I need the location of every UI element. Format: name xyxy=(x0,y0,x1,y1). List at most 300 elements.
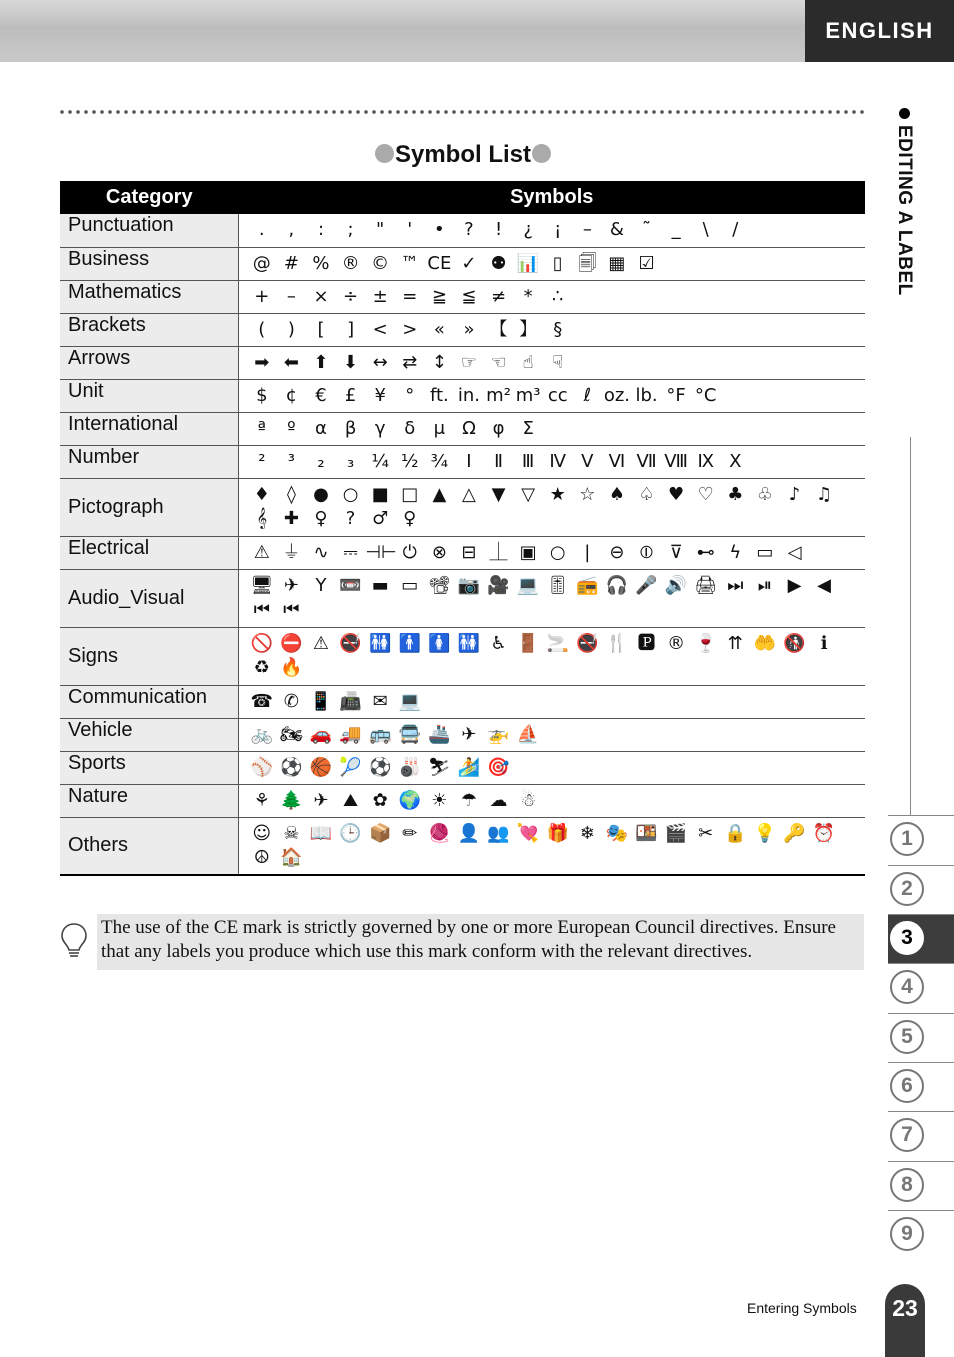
symbol-glyph[interactable]: ♂ xyxy=(372,508,389,529)
symbol-glyph[interactable]: ' xyxy=(407,219,413,241)
symbol-glyph[interactable]: 📷 xyxy=(457,575,481,596)
symbols-cell xyxy=(239,817,866,875)
symbol-glyph[interactable]: ♀ xyxy=(403,508,417,529)
symbol-glyph[interactable]: ⚾ xyxy=(250,756,273,778)
symbol-glyph[interactable]: ▦ xyxy=(608,252,626,274)
symbol-glyph[interactable]: ○ xyxy=(549,541,566,563)
symbol-glyph[interactable]: ⚠ xyxy=(253,541,270,563)
symbol-glyph[interactable]: 📖 xyxy=(309,822,333,844)
symbol-glyph[interactable]: ▯ xyxy=(552,252,563,274)
symbol-glyph[interactable]: > xyxy=(402,318,418,340)
symbol-glyph[interactable]: ½ xyxy=(401,450,419,472)
table-row xyxy=(60,536,865,569)
symbol-glyph[interactable]: Ⅰ xyxy=(466,450,472,472)
symbol-glyph[interactable]: ✆ xyxy=(283,690,299,712)
symbol-glyph[interactable]: 💻 xyxy=(516,575,540,596)
symbol-glyph[interactable]: ● xyxy=(313,484,329,505)
symbol-glyph[interactable]: 🍱 xyxy=(635,822,658,844)
symbol-glyph[interactable]: 🎁 xyxy=(546,822,569,844)
symbol-glyph[interactable]: ♤ xyxy=(638,484,655,505)
symbol-glyph[interactable]: Ⅲ xyxy=(521,450,535,472)
section-heading: Symbol List xyxy=(60,141,866,169)
symbol-glyph[interactable]: ↕ xyxy=(431,351,447,373)
symbol-glyph[interactable]: ¿ xyxy=(523,219,533,241)
symbol-glyph[interactable]: 🚭 xyxy=(339,633,362,654)
table-row xyxy=(60,412,865,445)
symbol-glyph[interactable]: ® xyxy=(667,633,686,654)
chapter-tab-2[interactable] xyxy=(888,865,954,915)
symbol-glyph[interactable]: 📠 xyxy=(339,690,362,712)
symbol-glyph[interactable]: ▶ xyxy=(787,575,802,596)
symbol-glyph[interactable]: ℹ xyxy=(820,633,828,654)
symbol-glyph[interactable]: ⬇ xyxy=(343,351,359,373)
symbol-glyph[interactable]: ✿ xyxy=(372,789,388,811)
symbol-glyph[interactable]: £ xyxy=(344,384,357,406)
symbol-glyph[interactable]: △ xyxy=(462,484,476,505)
symbol-glyph[interactable]: ⏮ xyxy=(283,599,300,620)
symbol-glyph[interactable]: ♣ xyxy=(727,484,744,505)
symbol-glyph[interactable]: Σ xyxy=(522,417,534,439)
chapter-number: 2 xyxy=(890,872,924,906)
symbol-glyph[interactable]: ≠ xyxy=(491,285,507,307)
symbol-glyph[interactable]: 🚚 xyxy=(339,723,362,745)
symbol-glyph[interactable]: ⇄ xyxy=(402,351,418,373)
symbol-glyph[interactable]: ˜ xyxy=(642,219,652,241)
symbol-glyph[interactable]: ⏊ xyxy=(489,541,508,563)
symbol-glyph[interactable]: Ⅸ xyxy=(697,450,714,472)
symbol-glyph[interactable]: Ⅷ xyxy=(664,450,688,472)
symbol-glyph[interactable]: °C xyxy=(694,384,717,406)
symbol-glyph[interactable]: ♧ xyxy=(756,484,773,505)
symbol-glyph[interactable]: ⏰ xyxy=(812,822,836,844)
symbol-glyph[interactable]: Ω xyxy=(462,417,476,439)
chapter-tab-3[interactable] xyxy=(888,914,954,964)
symbol-glyph[interactable]: ▭ xyxy=(401,575,419,596)
page-number: 23 xyxy=(885,1284,925,1357)
category-cell: Others xyxy=(60,817,239,875)
symbol-glyph[interactable]: 🎚 xyxy=(546,575,570,596)
table-row xyxy=(60,718,865,751)
symbol-glyph[interactable]: 【 xyxy=(489,318,508,340)
symbol-glyph[interactable]: 🌲 xyxy=(280,789,303,811)
symbol-glyph[interactable]: ³ xyxy=(287,450,295,472)
category-cell: Sports xyxy=(60,751,239,784)
table-row xyxy=(60,379,865,412)
symbol-glyph[interactable]: \ xyxy=(702,219,709,241)
symbol-glyph[interactable]: « xyxy=(433,318,445,340)
symbol-glyph[interactable]: 🎯 xyxy=(487,756,510,778)
symbols-cell xyxy=(239,536,866,569)
symbol-glyph[interactable]: m² xyxy=(486,384,511,406)
symbol-glyph[interactable]: 📽 xyxy=(427,575,451,596)
symbol-glyph[interactable]: ) xyxy=(287,318,295,340)
symbol-glyph[interactable]: ✂ xyxy=(698,822,714,844)
symbols-cell xyxy=(239,569,866,627)
symbol-glyph[interactable]: in. xyxy=(457,384,481,406)
symbol-glyph[interactable]: 🚫 xyxy=(250,633,273,654)
symbol-glyph[interactable]: 🖥 xyxy=(250,575,274,596)
table-row xyxy=(60,784,865,817)
symbol-glyph[interactable]: 🔊 xyxy=(664,575,688,596)
symbol-glyph[interactable]: ♻ xyxy=(253,657,270,678)
symbol-glyph[interactable]: 🚢 xyxy=(428,723,451,745)
symbol-glyph[interactable]: ⚘ xyxy=(253,789,270,811)
symbol-glyph[interactable]: ¼ xyxy=(371,450,389,472)
table-row xyxy=(60,346,865,379)
symbol-glyph[interactable]: 🏀 xyxy=(309,756,333,778)
symbol-glyph[interactable]: 📼 xyxy=(339,575,362,596)
category-cell: Business xyxy=(60,247,239,280)
symbol-glyph[interactable]: ! xyxy=(494,219,503,241)
symbol-glyph[interactable]: μ xyxy=(433,417,446,439)
symbol-glyph[interactable]: ⊣⊢ xyxy=(365,541,397,563)
symbol-glyph[interactable]: α xyxy=(315,417,327,439)
symbol-glyph[interactable]: ☑ xyxy=(638,252,655,274)
symbol-glyph[interactable]: ○ xyxy=(342,484,359,505)
symbol-glyph[interactable]: ✈ xyxy=(283,575,299,596)
symbol-glyph[interactable]: ♿ xyxy=(490,633,507,654)
symbol-glyph[interactable]: ☁ xyxy=(489,789,508,811)
chapter-number: 6 xyxy=(890,1069,924,1103)
symbol-glyph[interactable]: & xyxy=(609,219,624,241)
language-label: ENGLISH xyxy=(805,0,954,62)
symbol-glyph[interactable]: + xyxy=(254,285,270,307)
symbol-glyph[interactable]: ⚽ xyxy=(368,756,392,778)
symbol-glyph[interactable]: ¾ xyxy=(430,450,449,472)
symbol-glyph[interactable]: ⦶ xyxy=(639,541,654,563)
symbol-glyph[interactable]: ⎓ xyxy=(343,541,358,563)
category-cell: Number xyxy=(60,445,239,478)
chapter-tab-9[interactable] xyxy=(888,1210,954,1260)
symbol-glyph[interactable]: cc xyxy=(547,384,568,406)
symbol-glyph[interactable]: ★ xyxy=(549,484,566,505)
symbol-glyph[interactable]: ■ xyxy=(371,484,389,505)
symbol-glyph[interactable]: ± xyxy=(372,285,388,307)
symbol-glyph[interactable]: ⊽ xyxy=(669,541,683,563)
symbol-glyph[interactable]: – xyxy=(582,219,592,241)
symbol-glyph[interactable]: 】 xyxy=(519,318,538,340)
symbol-glyph[interactable]: ☮ xyxy=(253,846,270,868)
symbol-glyph[interactable]: ⛰ xyxy=(343,789,359,811)
symbol-glyph[interactable]: < xyxy=(372,318,388,340)
symbol-glyph[interactable]: 🕒 xyxy=(339,822,362,844)
symbol-glyph[interactable]: ⇈ xyxy=(727,633,743,654)
symbol-glyph[interactable]: 🏍 xyxy=(279,723,303,745)
symbol-glyph[interactable]: CE xyxy=(427,252,452,274)
symbol-glyph[interactable]: ⛵ xyxy=(516,723,540,745)
symbol-glyph[interactable]: ℓ xyxy=(583,384,592,406)
symbol-glyph[interactable]: . xyxy=(258,219,265,241)
symbol-glyph[interactable]: ⏯ xyxy=(757,575,773,596)
symbol-glyph[interactable]: 📱 xyxy=(309,690,333,712)
symbol-glyph[interactable]: 🚁 xyxy=(487,723,510,745)
symbol-glyph[interactable]: ₂ xyxy=(317,450,325,472)
symbol-glyph[interactable]: Ⅹ xyxy=(729,450,742,472)
symbol-glyph[interactable]: » xyxy=(463,318,475,340)
symbol-glyph[interactable]: ⊷ xyxy=(696,541,715,563)
symbol-glyph[interactable]: ? xyxy=(345,508,356,529)
symbol-glyph[interactable]: ft. xyxy=(429,384,449,406)
symbol-glyph[interactable]: 👥 xyxy=(487,822,510,844)
symbol-glyph[interactable]: φ xyxy=(492,417,505,439)
symbols-cell xyxy=(239,685,866,718)
category-cell: Audio_Visual xyxy=(60,569,239,627)
symbol-glyph[interactable]: 🎾 xyxy=(339,756,362,778)
symbol-glyph[interactable]: 🚻 xyxy=(457,633,481,654)
symbol-glyph[interactable]: °F xyxy=(666,384,686,406)
symbol-glyph[interactable]: % xyxy=(312,252,330,274)
symbol-glyph[interactable]: ↔ xyxy=(372,351,388,373)
symbol-glyph[interactable]: @ xyxy=(252,252,271,274)
symbol-glyph[interactable]: ☎ xyxy=(250,690,273,712)
symbol-glyph[interactable]: ∴ xyxy=(552,285,564,307)
symbol-glyph[interactable]: , xyxy=(288,219,295,241)
symbol-glyph[interactable]: ♠ xyxy=(608,484,625,505)
symbol-glyph[interactable]: ☆ xyxy=(579,484,596,505)
symbol-glyph[interactable]: 🎬 xyxy=(664,822,688,844)
symbol-glyph[interactable]: oz. xyxy=(603,384,631,406)
symbol-glyph[interactable]: 🔥 xyxy=(280,657,303,678)
chapter-tab-4[interactable] xyxy=(888,963,954,1013)
symbol-glyph[interactable]: | xyxy=(584,541,591,563)
symbol-glyph[interactable]: $ xyxy=(256,384,268,406)
chapter-tab-1[interactable] xyxy=(888,815,954,865)
symbol-glyph[interactable]: ✉ xyxy=(372,690,388,712)
chapter-tab-5[interactable] xyxy=(888,1013,954,1063)
symbol-glyph[interactable]: [ xyxy=(317,318,325,340)
symbol-glyph[interactable]: Ⅶ xyxy=(636,450,657,472)
symbol-glyph[interactable]: ✚ xyxy=(283,508,299,529)
symbol-glyph[interactable]: 📻 xyxy=(576,575,599,596)
symbol-glyph[interactable]: ⚉ xyxy=(490,252,507,274)
symbol-glyph[interactable]: ◀ xyxy=(817,575,831,596)
symbol-glyph[interactable]: ¢ xyxy=(285,384,298,406)
symbol-glyph[interactable]: 📦 xyxy=(368,822,392,844)
table-row xyxy=(60,751,865,784)
symbol-glyph[interactable]: ▭ xyxy=(756,541,774,563)
symbol-glyph[interactable]: © xyxy=(371,252,390,274)
symbol-glyph[interactable]: ϟ xyxy=(729,541,742,563)
chapter-number: 9 xyxy=(890,1217,924,1251)
symbol-glyph[interactable]: ❄ xyxy=(579,822,595,844)
symbol-glyph[interactable]: Ⅵ xyxy=(608,450,626,472)
symbol-glyph[interactable]: • xyxy=(434,219,445,241)
symbol-glyph[interactable]: 🚭 xyxy=(576,633,599,654)
symbol-glyph[interactable]: : xyxy=(317,219,325,241)
symbol-glyph[interactable]: ∿ xyxy=(313,541,329,563)
symbol-glyph[interactable]: 🚍 xyxy=(398,723,421,745)
table-row xyxy=(60,478,865,536)
symbol-glyph[interactable]: ² xyxy=(258,450,266,472)
symbol-glyph[interactable]: ♦ xyxy=(253,484,270,505)
symbol-glyph[interactable]: ⬆ xyxy=(313,351,329,373)
symbol-glyph[interactable]: ⊖ xyxy=(609,541,625,563)
symbol-glyph[interactable]: ª xyxy=(257,417,267,439)
symbol-glyph[interactable]: ♀ xyxy=(314,508,328,529)
symbol-glyph[interactable]: ♡ xyxy=(697,484,714,505)
symbol-glyph[interactable]: m³ xyxy=(515,384,541,406)
symbol-glyph[interactable]: € xyxy=(315,384,327,406)
symbol-glyph[interactable]: ] xyxy=(347,318,355,340)
symbol-glyph[interactable]: § xyxy=(553,318,563,340)
chapter-tab-7[interactable] xyxy=(888,1111,954,1161)
symbol-glyph[interactable]: ♥ xyxy=(668,484,685,505)
symbol-glyph[interactable]: lb. xyxy=(635,384,658,406)
symbol-glyph[interactable]: × xyxy=(313,285,329,307)
symbol-glyph[interactable]: ⬅ xyxy=(283,351,299,373)
symbol-glyph[interactable]: δ xyxy=(404,417,416,439)
symbol-glyph[interactable]: * xyxy=(523,285,533,307)
symbol-glyph[interactable]: ¥ xyxy=(374,384,386,406)
symbol-glyph[interactable]: 🔑 xyxy=(783,822,806,844)
table-row xyxy=(60,280,865,313)
symbol-glyph[interactable]: ¡ xyxy=(554,219,562,241)
symbol-glyph[interactable]: ✓ xyxy=(461,252,477,274)
symbol-glyph[interactable]: _ xyxy=(671,219,681,241)
symbol-glyph[interactable]: 🚯 xyxy=(783,633,806,654)
symbol-glyph[interactable]: 💻 xyxy=(398,690,421,712)
symbol-glyph[interactable]: Ⅴ xyxy=(581,450,594,472)
symbol-glyph[interactable]: 📊 xyxy=(516,252,540,274)
symbol-glyph[interactable]: ✈ xyxy=(313,789,329,811)
symbol-glyph[interactable]: ▼ xyxy=(491,484,506,505)
symbol-glyph[interactable]: ◁ xyxy=(787,541,802,563)
symbol-glyph[interactable]: 💡 xyxy=(753,822,777,844)
chapter-number: 5 xyxy=(890,1020,924,1054)
symbol-glyph[interactable]: 🧶 xyxy=(428,822,451,844)
symbol-glyph[interactable]: γ xyxy=(374,417,386,439)
symbol-glyph[interactable]: 🎭 xyxy=(605,822,629,844)
symbol-glyph[interactable]: ® xyxy=(341,252,360,274)
symbol-glyph[interactable]: º xyxy=(287,417,296,439)
symbol-glyph[interactable]: 🖨 xyxy=(694,575,718,596)
symbol-glyph[interactable]: ⚠ xyxy=(312,633,330,654)
symbol-glyph[interactable]: ➡ xyxy=(254,351,270,373)
symbol-glyph[interactable]: 🎧 xyxy=(605,575,629,596)
category-cell: Signs xyxy=(60,627,239,685)
column-header-category: Category xyxy=(60,181,239,214)
symbol-glyph[interactable]: ✏ xyxy=(402,822,418,844)
symbol-glyph[interactable]: ÷ xyxy=(343,285,359,307)
symbol-glyph[interactable]: 🌍 xyxy=(398,789,421,811)
symbol-glyph[interactable]: 🎤 xyxy=(635,575,658,596)
symbol-glyph[interactable]: ₃ xyxy=(346,450,355,472)
symbol-glyph[interactable]: ° xyxy=(405,384,415,406)
symbol-glyph[interactable]: " xyxy=(376,219,385,241)
symbol-glyph[interactable]: ☜ xyxy=(490,351,507,373)
symbol-glyph[interactable]: ☀ xyxy=(431,789,448,811)
symbol-glyph[interactable]: 🏠 xyxy=(280,846,303,868)
symbol-glyph[interactable]: □ xyxy=(401,484,419,505)
symbol-glyph[interactable]: ▽ xyxy=(521,484,536,505)
symbol-glyph[interactable]: 👤 xyxy=(457,822,481,844)
table-row xyxy=(60,313,865,346)
category-cell: Communication xyxy=(60,685,239,718)
symbol-glyph[interactable]: / xyxy=(732,219,739,241)
symbol-glyph[interactable]: ☃ xyxy=(520,789,537,811)
symbol-glyph[interactable]: ♪ xyxy=(788,484,801,505)
symbol-glyph[interactable]: ✈ xyxy=(461,723,477,745)
symbol-glyph[interactable]: ⏻ xyxy=(402,541,417,563)
symbol-glyph[interactable]: – xyxy=(286,285,296,307)
symbol-glyph[interactable]: ( xyxy=(258,318,266,340)
symbol-glyph[interactable]: ◊ xyxy=(286,484,296,505)
chapter-tab-8[interactable] xyxy=(888,1161,954,1211)
symbol-glyph[interactable]: ⚽ xyxy=(280,756,303,778)
symbols-cell xyxy=(239,478,866,536)
symbol-glyph[interactable]: 🗐 xyxy=(578,252,597,274)
symbol-glyph[interactable]: 𝄞 xyxy=(256,508,268,529)
symbol-glyph[interactable]: ☺ xyxy=(252,822,272,844)
symbol-glyph[interactable]: ▬ xyxy=(371,575,389,596)
symbol-glyph[interactable]: ⏮ xyxy=(253,599,270,620)
symbol-glyph[interactable]: 🏄 xyxy=(457,756,481,778)
category-cell: Electrical xyxy=(60,536,239,569)
symbol-glyph[interactable]: 🚺 xyxy=(428,633,451,654)
symbol-glyph[interactable]: ▣ xyxy=(519,541,537,563)
symbol-glyph[interactable]: 💘 xyxy=(516,822,540,844)
symbol-glyph[interactable]: 🚻 xyxy=(368,633,392,654)
symbol-glyph[interactable]: # xyxy=(283,252,299,274)
symbol-glyph[interactable]: ☂ xyxy=(460,789,478,811)
symbol-glyph[interactable]: 🅿 xyxy=(637,633,656,654)
symbol-glyph[interactable]: 🚹 xyxy=(398,633,421,654)
symbol-glyph[interactable]: ⊗ xyxy=(431,541,447,563)
symbol-glyph[interactable]: 🍴 xyxy=(605,633,629,654)
table-row xyxy=(60,247,865,280)
symbol-glyph[interactable]: ☟ xyxy=(552,351,564,373)
symbol-glyph[interactable]: ☠ xyxy=(283,822,300,844)
symbol-glyph[interactable]: Ⅳ xyxy=(549,450,567,472)
symbol-glyph[interactable]: ; xyxy=(347,219,354,241)
symbol-glyph[interactable]: β xyxy=(344,417,357,439)
symbol-glyph[interactable]: 🚬 xyxy=(546,633,569,654)
symbol-glyph[interactable]: ≧ xyxy=(431,285,447,307)
symbol-glyph[interactable]: 🚲 xyxy=(250,723,273,745)
symbol-glyph[interactable]: Ⅱ xyxy=(494,450,503,472)
chapter-tab-6[interactable] xyxy=(888,1062,954,1112)
symbol-glyph[interactable]: ? xyxy=(464,219,474,241)
symbol-glyph[interactable]: ⛔ xyxy=(280,633,303,654)
symbol-glyph[interactable]: ⛷ xyxy=(427,756,451,778)
symbol-glyph[interactable]: = xyxy=(402,285,418,307)
symbol-glyph[interactable]: ☝ xyxy=(522,351,534,373)
symbols-cell xyxy=(239,313,866,346)
symbol-glyph[interactable]: ™ xyxy=(400,252,419,274)
chapter-number: 7 xyxy=(890,1118,924,1152)
category-cell: Vehicle xyxy=(60,718,239,751)
symbol-glyph[interactable]: ⊟ xyxy=(461,541,477,563)
symbol-glyph[interactable]: 🎥 xyxy=(487,575,510,596)
symbol-glyph[interactable]: 🎳 xyxy=(398,756,421,778)
symbol-glyph[interactable]: ≦ xyxy=(461,285,477,307)
symbol-glyph[interactable]: 🚌 xyxy=(368,723,392,745)
symbol-glyph[interactable]: 🤲 xyxy=(753,633,777,654)
symbol-glyph[interactable]: ♫ xyxy=(816,484,833,505)
symbol-glyph[interactable]: ▲ xyxy=(432,484,447,505)
symbol-glyph[interactable]: ⏚ xyxy=(282,541,301,563)
symbol-glyph[interactable]: ⏭ xyxy=(727,575,744,596)
symbol-glyph[interactable]: 🍷 xyxy=(694,633,717,654)
symbols-cell xyxy=(239,214,866,247)
symbols-cell xyxy=(239,445,866,478)
symbol-glyph[interactable]: ☞ xyxy=(460,351,478,373)
category-cell: Brackets xyxy=(60,313,239,346)
symbol-glyph[interactable]: 🔒 xyxy=(724,822,747,844)
symbol-glyph[interactable]: 🚪 xyxy=(516,633,540,654)
symbol-glyph[interactable]: 🚗 xyxy=(309,723,333,745)
symbol-glyph[interactable]: Y xyxy=(315,575,327,596)
